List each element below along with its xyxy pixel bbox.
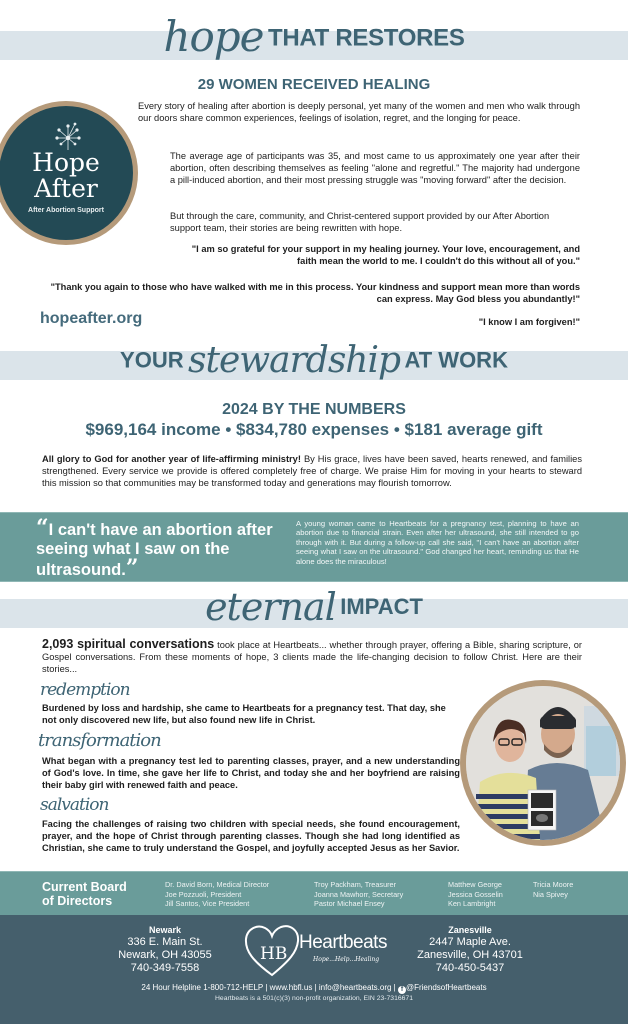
subtitle-women-healing: 29 WOMEN RECEIVED HEALING (197, 76, 431, 93)
impact-intro-rest: took place at Heartbeats... whether through prayer, offering a Bible, sharing scripture, or Gospel conversations. From these moments of hope, 3 clients made the life-changing decision to follow Christ. Here are their stories... (42, 640, 582, 674)
board-of-directors (0, 871, 628, 915)
close-quote-icon: ” (125, 555, 139, 581)
impact-intro-bold: 2,093 spiritual conversations (42, 637, 215, 651)
logo-text-after: After (34, 174, 98, 203)
impact-intro (42, 638, 582, 675)
hope-quote-1: "I am so grateful for your support in my healing journey. Your love, encouragement, and faith mean the world to me. I couldn't do this without all of you." (191, 244, 580, 266)
pull-quote (36, 515, 276, 581)
heartbeats-tagline: Hope...Help...Healing (313, 956, 380, 963)
board-title-line1: Current Board (42, 880, 127, 894)
hope-paragraph-3: But through the care, community, and Christ-centered support provided by our After Abortion support team, their stories are being rewritten with hope. (170, 211, 550, 233)
numbers-line: $969,164 income • $834,780 expenses • $181 average gift (85, 420, 543, 439)
board-member: Joe Pozzuoli, President (165, 889, 242, 899)
board-member: Ken Lambright (448, 899, 496, 908)
newark-city-label: Newark (148, 925, 182, 935)
section-title-impact (0, 585, 628, 641)
hope-paragraph-2: The average age of participants was 35, and most came to us approximately one year after their abortion, often describing themselves as feeling "alone and regretful." The majority had undergone a pill-induced abortion, and their most pressing struggle was "moving forward" after the decision. (170, 151, 580, 185)
newark-street: 336 E. Main St. (127, 936, 203, 948)
board-member: Nia Spivey (533, 889, 568, 899)
zanesville-address (405, 925, 535, 975)
newark-address (100, 925, 230, 975)
hopeafter-link[interactable]: hopeafter.org (40, 310, 143, 327)
zanesville-street: 2447 Maple Ave. (429, 936, 511, 948)
heartbeats-name: Heartbeats (299, 932, 387, 953)
newark-citystate: Newark, OH 43055 (118, 949, 212, 961)
facebook-handle[interactable]: @FriendsofHeartbeats (405, 983, 487, 992)
hb-monogram: HB (260, 944, 288, 964)
title-at-work: AT WORK (404, 347, 508, 373)
board-title (42, 880, 127, 908)
script-word-hope: hope (163, 12, 264, 61)
board-column-4 (533, 880, 573, 899)
contact-info[interactable]: 24 Hour Helpline 1-800-712-HELP | www.hbfl.us | info@heartbeats.org | (141, 983, 398, 992)
title-your: YOUR (120, 347, 184, 373)
section-title-stewardship (0, 340, 628, 396)
script-word-stewardship: stewardship (188, 340, 401, 381)
story-title-transformation: transformation (38, 730, 161, 751)
title-impact: IMPACT (340, 594, 423, 619)
couple-photo-illustration (466, 686, 620, 840)
dandelion-icon (53, 122, 83, 150)
board-member: Joanna Mawhorr, Secretary (314, 889, 404, 899)
nonprofit-line: Heartbeats is a 501(c)(3) non-profit organization, EIN 23-7316671 (215, 995, 413, 1002)
story-text-salvation: Facing the challenges of raising two children with special needs, she found encouragement, prayer, and the hope of Christ through parenting classes. Though she had long identified as Christian, she came to truly understand the Gospel, and joyfully accepted Jesus as her Savior. (42, 819, 460, 853)
contact-line (0, 983, 628, 994)
board-column-3 (448, 880, 503, 909)
story-title-redemption: redemption (40, 680, 130, 700)
board-member: Pastor Michael Ensey (314, 899, 385, 908)
heart-icon (243, 923, 301, 979)
story-title-salvation: salvation (40, 795, 109, 815)
story-text-redemption: Burdened by loss and hardship, she came to Heartbeats for a pregnancy test. That day, she not only discovered new life, but also found new life in Christ. (42, 703, 446, 725)
facebook-icon[interactable]: f (398, 986, 406, 994)
hope-quote-2: "Thank you again to those who have walked with me in this process. Your kindness and support mean more than words can express. May God bless you abundantly!" (50, 282, 580, 304)
open-quote-icon: “ (36, 515, 49, 541)
hope-paragraph-1: Every story of healing after abortion is deeply personal, yet many of the women and men who walk through our doors share common experiences, feelings of isolation, regret, and the longing for peace. (138, 101, 580, 123)
board-member: Matthew George (448, 880, 502, 889)
newark-phone[interactable]: 740-349-7558 (130, 962, 200, 974)
board-column-2 (314, 880, 403, 909)
ultrasound-quote-box (0, 512, 628, 582)
board-member: Jill Santos, Vice President (165, 899, 250, 908)
board-member: Tricia Moore (533, 880, 574, 889)
board-member: Jessica Gosselin (448, 889, 503, 899)
zanesville-phone[interactable]: 740-450-5437 (435, 962, 505, 974)
hope-after-logo (0, 101, 138, 245)
hope-quote-3: "I know I am forgiven!" (478, 317, 580, 327)
board-member: Troy Packham, Treasurer (314, 880, 397, 889)
story-text-transformation: What began with a pregnancy test led to parenting classes, prayer, and a new understanding of God's love. In time, she gave her life to Christ, and today she and her boyfriend are raising their baby girl with renewed faith and peace. (42, 756, 460, 790)
footer (0, 915, 628, 1024)
title-that-restores: THAT RESTORES (267, 24, 465, 52)
ultrasound-story: A young woman came to Heartbeats for a pregnancy test, planning to have an abortion due to financial strain. Even after her ultrasound, she still intended to go through with it. But during a follow-up call she said, "I can't have an abortion after seeing what I saw on the ultrasound." God changed her heart, reminding us that He alone does the miraculous! (296, 519, 579, 566)
pull-quote-text: I can't have an abortion after seeing what I saw on the ultrasound. (36, 521, 273, 579)
numbers-title: 2024 BY THE NUMBERS (222, 401, 406, 418)
script-word-eternal: eternal (205, 585, 336, 629)
photo-inner (466, 686, 620, 840)
stewardship-body-rest: By His grace, lives have been saved, hearts renewed, and families strengthened. Every service we provide is offered completely free of charge. We praise Him for moving in your hearts to steward this mission so that communities may be transformed today and generations may flourish tomorrow. (42, 454, 582, 488)
board-column-1 (165, 880, 269, 909)
couple-photo (460, 680, 626, 846)
board-title-line2: of Directors (42, 894, 113, 908)
logo-inner-circle (0, 106, 133, 240)
logo-text-hope: Hope (32, 148, 100, 177)
heartbeats-logo (243, 923, 403, 979)
stewardship-body-bold: All glory to God for another year of life-affirming ministry! (42, 454, 301, 464)
zanesville-city-label: Zanesville (448, 925, 492, 935)
logo-tagline: After Abortion Support (28, 207, 104, 214)
stewardship-body (42, 453, 582, 489)
board-member: Dr. David Born, Medical Director (165, 880, 270, 889)
zanesville-citystate: Zanesville, OH 43701 (417, 949, 523, 961)
section-title-hope (0, 14, 628, 70)
